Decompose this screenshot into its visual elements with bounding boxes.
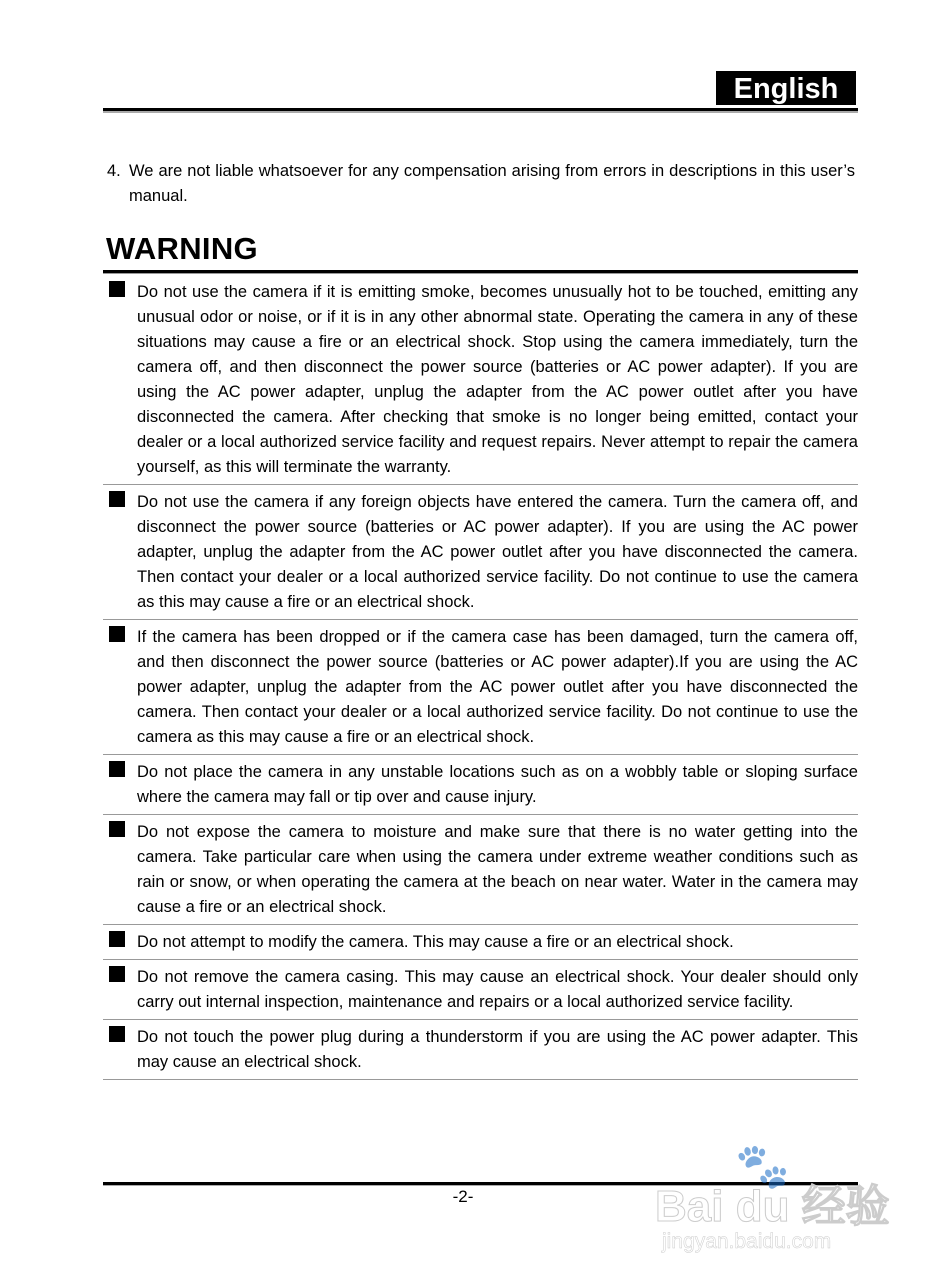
bullet-square-icon <box>109 1026 125 1042</box>
warning-list <box>103 275 858 1080</box>
watermark-brand: Bai du 经验 <box>655 1182 890 1231</box>
bullet-square-icon <box>109 761 125 777</box>
warning-item <box>103 925 858 960</box>
warning-item <box>103 275 858 485</box>
section-title: WARNING <box>106 231 258 266</box>
warning-item <box>103 620 858 755</box>
bullet-square-icon <box>109 931 125 947</box>
disclaimer-text: We are not liable whatsoever for any compensation arising from errors in descriptions in this user’s manual. <box>129 162 855 205</box>
watermark-url: jingyan.baidu.com <box>662 1230 832 1253</box>
paw-logo-icon: 🐾 <box>735 1142 790 1191</box>
footer-rule <box>103 1182 858 1186</box>
bullet-square-icon <box>109 626 125 642</box>
warning-text: Do not expose the camera to moisture and make sure that there is no water getting into the camera. Take particular care when using the camera under extreme weather conditions such as rain or snow, or when operating the camera at the beach on near water. Water in the camera may cause a fire or an electrical shock. <box>137 823 858 916</box>
page-number: -2- <box>452 1187 474 1206</box>
warning-item <box>103 960 858 1020</box>
language-label: English <box>716 71 856 105</box>
warning-item <box>103 815 858 925</box>
warning-text: Do not place the camera in any unstable locations such as on a wobbly table or sloping surface where the camera may fall or tip over and cause injury. <box>137 763 858 806</box>
disclaimer-item <box>107 159 855 209</box>
warning-item <box>103 485 858 620</box>
warning-text: Do not attempt to modify the camera. This may cause a fire or an electrical shock. <box>137 933 734 951</box>
bullet-square-icon <box>109 966 125 982</box>
bullet-square-icon <box>109 491 125 507</box>
bullet-square-icon <box>109 281 125 297</box>
warning-text: Do not touch the power plug during a thunderstorm if you are using the AC power adapter. This may cause an electrical shock. <box>137 1028 858 1071</box>
section-rule <box>103 270 858 274</box>
warning-text: Do not remove the camera casing. This may cause an electrical shock. Your dealer should only carry out internal inspection, maintenance and repairs or a local authorized service facility. <box>137 968 858 1011</box>
warning-text: Do not use the camera if it is emitting smoke, becomes unusually hot to be touched, emitting any unusual odor or noise, or if it is in any other abnormal state. Operating the camera in any of these situations may cause a fire or an electrical shock. Stop using the camera immediately, turn the camera off, and then disconnect the power source (batteries or AC power adapter). If you are using the AC power adapter, unplug the adapter from the AC power outlet after you have disconnected the camera. After checking that smoke is no longer being emitted, contact your dealer or a local authorized service facility and request repairs. Never attempt to repair the camera yourself, as this will terminate the warranty. <box>137 283 858 476</box>
warning-item <box>103 1020 858 1080</box>
bullet-square-icon <box>109 821 125 837</box>
header-rule <box>103 108 858 113</box>
warning-item <box>103 755 858 815</box>
warning-text: If the camera has been dropped or if the camera case has been damaged, turn the camera off, and then disconnect the power source (batteries or AC power adapter).If you are using the AC power adapter, unplug the adapter from the AC power outlet after you have disconnected the camera. Then contact your dealer or a local authorized service facility. Do not continue to use the camera as this may cause a fire or an electrical shock. <box>137 628 858 746</box>
item-number: 4. <box>107 162 121 180</box>
warning-text: Do not use the camera if any foreign objects have entered the camera. Turn the camera off, and disconnect the power source (batteries or AC power adapter). If you are using the AC power adapter, unplug the adapter from the AC power outlet after you have disconnected the camera. Then contact your dealer or a local authorized service facility. Do not continue to use the camera as this may cause a fire or an electrical shock. <box>137 493 858 611</box>
